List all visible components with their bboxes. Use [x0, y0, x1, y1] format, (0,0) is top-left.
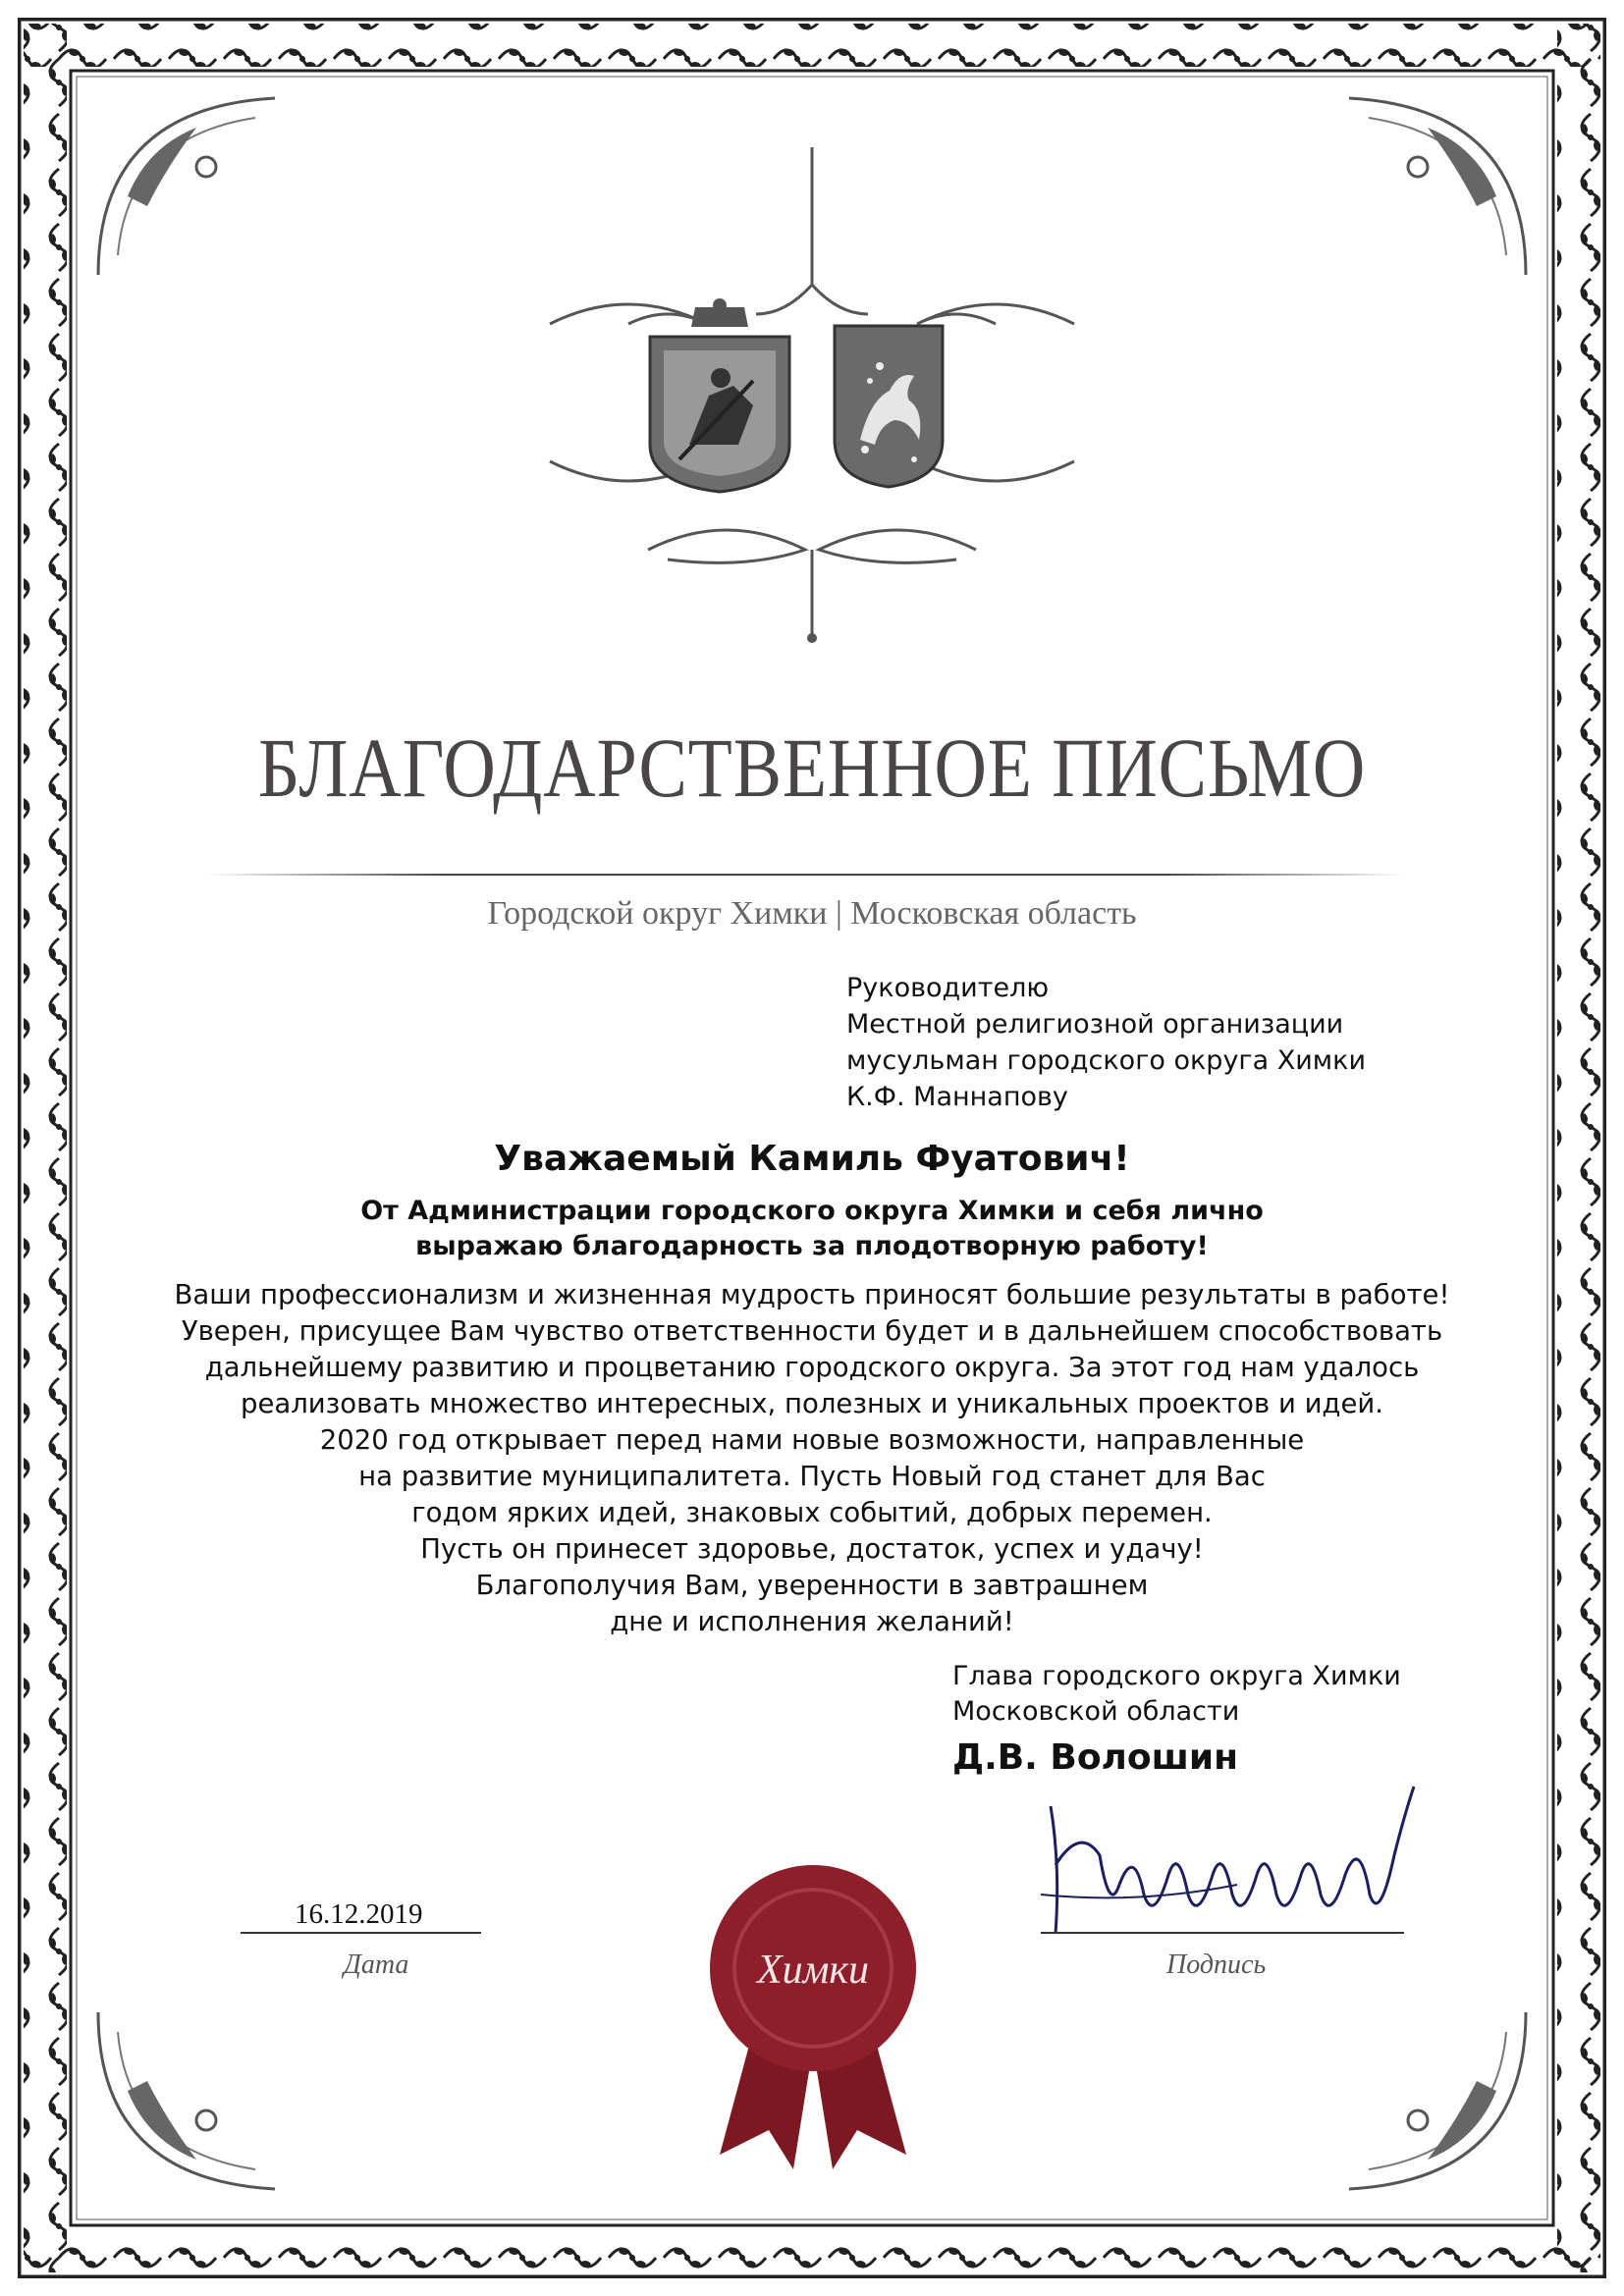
addressee-block	[846, 970, 1366, 1115]
khimki-coat-of-arms-icon	[831, 322, 947, 489]
signer-name: Д.В. Волошин	[952, 1737, 1238, 1778]
corner-flourish-top-right	[1339, 88, 1536, 285]
corner-flourish-top-left	[88, 88, 285, 285]
date-value: 16.12.2019	[295, 1898, 423, 1930]
page-subtitle: Городской округ Химки | Московская область	[487, 895, 1137, 932]
signer-position-line: Московской области	[952, 1696, 1240, 1727]
body-line: 2020 год открывает перед нами новые возможности, направленные	[319, 1424, 1305, 1456]
moscow-oblast-coat-of-arms-icon	[640, 297, 799, 494]
body-line: дальнейшему развитию и процветанию городского округа. За этот год нам удалось	[204, 1352, 1420, 1383]
body-line: реализовать множество интересных, полезных и уникальных проектов и идей.	[241, 1388, 1383, 1419]
page-title: БЛАГОДАРСТВЕННОЕ ПИСЬМО	[257, 721, 1367, 815]
body-line: Ваши профессионализм и жизненная мудрость приносят большие результаты в работе!	[174, 1279, 1450, 1310]
body-line: Благополучия Вам, уверенности в завтрашнем	[475, 1570, 1149, 1601]
wax-seal	[700, 1860, 926, 2174]
addressee-line: Местной религиозной организации	[846, 1009, 1344, 1040]
body-line: Уверен, присущее Вам чувство ответственности будет и в дальнейшем способствовать	[181, 1315, 1443, 1347]
handwritten-signature	[1021, 1767, 1434, 1944]
date-label: Дата	[344, 1949, 409, 1980]
body-line: на развитие муниципалитета. Пусть Новый год станет для Вас	[358, 1461, 1266, 1492]
body-line: Пусть он принесет здоровье, достаток, успех и удачу!	[420, 1533, 1204, 1565]
intro-line: выражаю благодарность за плодотворную работу!	[415, 1231, 1209, 1261]
signer-position	[952, 1659, 1401, 1730]
intro-block	[0, 1194, 1624, 1264]
body-line: годом ярких идей, знаковых событий, добрых перемен.	[411, 1497, 1213, 1528]
signature-underline	[1041, 1932, 1404, 1934]
addressee-line: мусульман городского округа Химки	[846, 1045, 1367, 1076]
corner-flourish-bottom-right	[1339, 2002, 1536, 2199]
signer-position-line: Глава городского округа Химки	[952, 1661, 1401, 1691]
title-divider	[206, 874, 1404, 876]
corner-flourish-bottom-left	[88, 2002, 285, 2199]
date-underline	[241, 1932, 481, 1934]
addressee-line: Руководителю	[846, 973, 1050, 1003]
letter-body	[137, 1277, 1487, 1640]
seal-text: Химки	[756, 1948, 870, 1993]
intro-line: От Администрации городского округа Химки и себя лично	[360, 1196, 1264, 1226]
addressee-line: К.Ф. Маннапову	[846, 1082, 1068, 1112]
signature-label: Подпись	[1166, 1949, 1267, 1980]
central-ornament	[511, 137, 1113, 648]
greeting: Уважаемый Камиль Фуатович!	[494, 1139, 1130, 1179]
body-line: дне и исполнения желаний!	[610, 1606, 1014, 1637]
